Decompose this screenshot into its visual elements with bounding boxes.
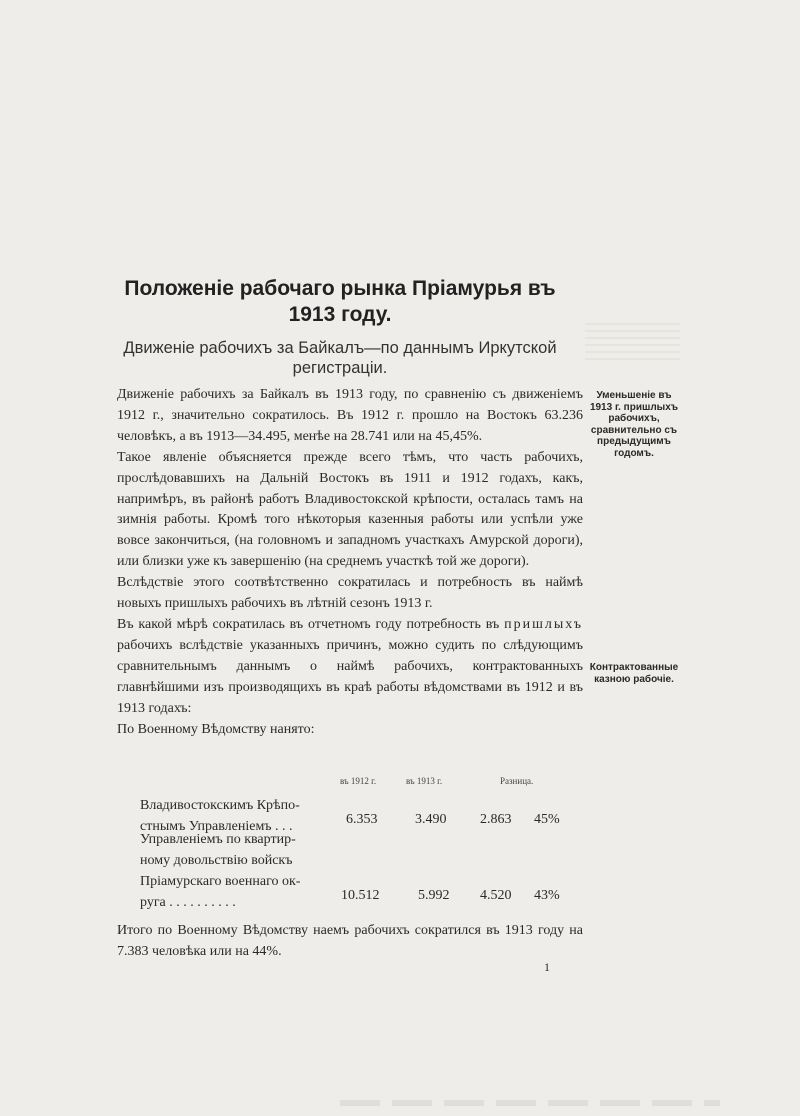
subtitle-line-1: Движеніе рабочихъ за Байкалъ—по даннымъ Иркутской — [123, 339, 557, 357]
row-2-label-line-2: ному довольствію войскъ — [140, 853, 293, 868]
row-2-diff: 4.520 — [480, 888, 512, 903]
margin-note-contract: Контрактованные казною рабочіе. — [589, 662, 679, 685]
table-row-2-label — [140, 829, 300, 913]
row-2-pct: 43% — [534, 888, 560, 903]
section-subtitle — [60, 338, 620, 378]
table-header-diff: Разница. — [500, 776, 534, 786]
paragraph-4 — [117, 615, 583, 720]
row-1-diff: 2.863 — [480, 812, 512, 827]
paragraph-3: Вслѣдствіе этого соотвѣтственно сократилась и потребность въ наймѣ новыхъ пришлыхъ рабочихъ въ лѣтній сезонъ 1913 г. — [117, 575, 583, 612]
title-line-1: Положеніе рабочаго рынка Пріамурья въ — [124, 277, 556, 300]
total-paragraph: Итого по Военному Вѣдомству наемъ рабочихъ сократился въ 1913 году на 7.383 человѣка или на 44%. — [117, 923, 583, 959]
subtitle-line-2: регистраціи. — [292, 359, 388, 377]
margin-note-decrease: Уменьшеніе въ 1913 г. пришлыхъ рабочихъ, сравнительно съ предыдущимъ годомъ. — [589, 390, 679, 459]
paragraph-4-part-b: рабочихъ вслѣдствіе указанныхъ причинъ, можно судить по слѣдующимъ сравнительнымъ даннымъ о наймѣ рабочихъ, контрактованныхъ главнѣйшими изъ производящихъ въ краѣ работы вѣдомствами въ 1912 и въ 1913 годахъ: — [117, 637, 583, 716]
page-title — [60, 276, 620, 328]
table-header-1913: въ 1913 г. — [406, 776, 443, 786]
row-2-label-line-3: Пріамурскаго военнаго ок- — [140, 874, 301, 889]
paragraph-4-part-a: Въ какой мѣрѣ сократилась въ отчетномъ году потребность въ — [117, 616, 500, 632]
row-2-label-line-4: руга . . . . . . . . . . — [140, 895, 236, 910]
paragraph-1: Движеніе рабочихъ за Байкалъ въ 1913 году, по сравненію съ движеніемъ 1912 г., значительно сократилось. Въ 1912 г. прошло на Востокъ 63.236 человѣкъ, а въ 1913—34.495, менѣе на 28.741 или на 45,45%. — [117, 387, 583, 444]
row-1-pct: 45% — [534, 812, 560, 827]
bottom-bleed-marks — [340, 1100, 720, 1106]
row-2-1912: 10.512 — [341, 888, 380, 903]
body-text — [117, 385, 583, 740]
title-line-2: 1913 году. — [288, 303, 392, 326]
row-1-1913: 3.490 — [415, 812, 447, 827]
row-1-label-line-2: стнымъ Управленіемъ . . . — [140, 819, 293, 834]
row-1-1912: 6.353 — [346, 812, 378, 827]
page-number: 1 — [544, 960, 550, 974]
paragraph-5: По Военному Вѣдомству нанято: — [117, 721, 315, 737]
row-1-label-line-1: Владивостокскимъ Крѣпо- — [140, 798, 300, 813]
paragraph-4-emphasis: пришлыхъ — [504, 616, 583, 632]
row-2-1913: 5.992 — [418, 888, 450, 903]
table-header-1912: въ 1912 г. — [340, 776, 377, 786]
paragraph-2: Такое явленіе объясняется прежде всего тѣмъ, что часть рабочихъ, прослѣдовавшихъ на Дальній Востокъ въ 1911 и 1912 годахъ, какъ, напримѣръ, въ районѣ работъ Владивостокской крѣпости, осталась тамъ на зимнія работы. Кромѣ того нѣкоторыя казенныя работы или успѣли уже вовсе закончиться, (на головномъ и западномъ участкахъ Амурской дороги), или близки уже къ завершенію (на среднемъ участкѣ той же дороги). — [117, 449, 583, 570]
row-2-label-line-1: Управленіемъ по квартир- — [140, 832, 296, 847]
